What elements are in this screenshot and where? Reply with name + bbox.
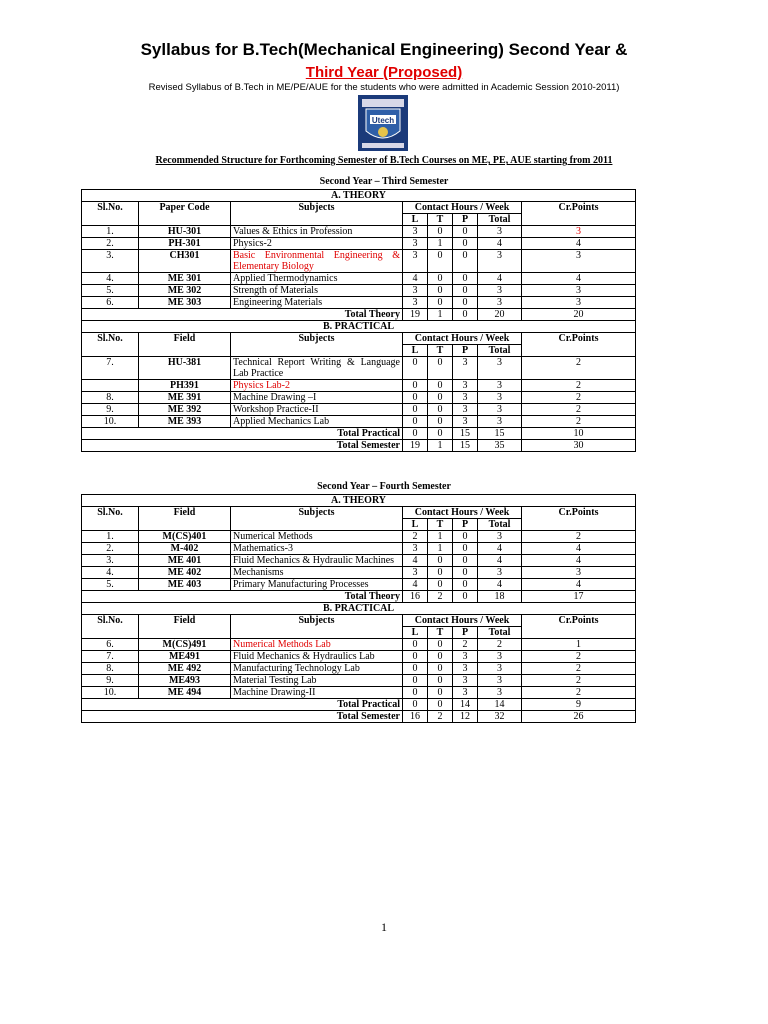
row-credit: 4	[522, 273, 636, 285]
row-code: ME 391	[139, 392, 231, 404]
total-row	[82, 428, 636, 440]
table-row	[82, 651, 636, 663]
row-code: ME 494	[139, 687, 231, 699]
col-header-slno: Sl.No.	[82, 615, 139, 639]
row-subject: Primary Manufacturing Processes	[231, 579, 403, 591]
row-code: ME 301	[139, 273, 231, 285]
col-header-slno: Sl.No.	[82, 333, 139, 357]
row-total: 4	[478, 555, 522, 567]
row-slno: 3.	[82, 250, 139, 273]
row-slno: 2.	[82, 238, 139, 250]
row-credit: 2	[522, 651, 636, 663]
theory-heading-row	[82, 495, 636, 507]
row-l: 0	[403, 357, 428, 380]
col-header-subjects: Subjects	[231, 333, 403, 357]
subcol-header-l: L	[403, 519, 428, 531]
subcol-header-p: P	[453, 345, 478, 357]
col-header-code: Paper Code	[139, 202, 231, 226]
row-t: 1	[428, 543, 453, 555]
row-t: 0	[428, 404, 453, 416]
row-p: 0	[453, 285, 478, 297]
row-credit: 2	[522, 687, 636, 699]
total-label: Total Theory	[82, 591, 403, 603]
row-slno: 6.	[82, 639, 139, 651]
row-p: 2	[453, 639, 478, 651]
total-p: 15	[453, 428, 478, 440]
row-l: 2	[403, 531, 428, 543]
row-t: 0	[428, 297, 453, 309]
subcol-header-p: P	[453, 627, 478, 639]
row-subject: Technical Report Writing & Language Lab Practice	[231, 357, 403, 380]
row-total: 3	[478, 416, 522, 428]
row-t: 0	[428, 416, 453, 428]
row-subject: Applied Mechanics Lab	[231, 416, 403, 428]
total-t: 2	[428, 591, 453, 603]
table-row	[82, 567, 636, 579]
row-l: 0	[403, 675, 428, 687]
row-t: 0	[428, 285, 453, 297]
total-row	[82, 699, 636, 711]
row-credit: 3	[522, 297, 636, 309]
row-l: 4	[403, 579, 428, 591]
total-total: 14	[478, 699, 522, 711]
row-slno: 3.	[82, 555, 139, 567]
row-t: 0	[428, 675, 453, 687]
table-row	[82, 555, 636, 567]
row-subject: Fluid Mechanics & Hydraulic Machines	[231, 555, 403, 567]
row-total: 3	[478, 567, 522, 579]
total-row	[82, 591, 636, 603]
table-row	[82, 250, 636, 273]
row-p: 3	[453, 687, 478, 699]
row-t: 0	[428, 392, 453, 404]
row-credit: 2	[522, 357, 636, 380]
total-t: 2	[428, 711, 453, 723]
row-subject: Engineering Materials	[231, 297, 403, 309]
total-credit: 9	[522, 699, 636, 711]
column-header-row	[82, 333, 636, 345]
row-slno: 10.	[82, 416, 139, 428]
col-header-credit-points: Cr.Points	[522, 202, 636, 226]
col-header-subjects: Subjects	[231, 202, 403, 226]
table-row	[82, 226, 636, 238]
row-code: ME 401	[139, 555, 231, 567]
total-label: Total Semester	[82, 440, 403, 452]
row-total: 4	[478, 543, 522, 555]
col-header-code: Field	[139, 615, 231, 639]
row-slno	[82, 380, 139, 392]
row-p: 3	[453, 651, 478, 663]
subcol-header-t: T	[428, 519, 453, 531]
row-total: 3	[478, 404, 522, 416]
column-header-row	[82, 507, 636, 519]
subcol-header-total: Total	[478, 627, 522, 639]
row-subject: Fluid Mechanics & Hydraulics Lab	[231, 651, 403, 663]
row-total: 2	[478, 639, 522, 651]
row-t: 0	[428, 555, 453, 567]
row-code: ME 303	[139, 297, 231, 309]
row-total: 3	[478, 285, 522, 297]
col-header-credit-points: Cr.Points	[522, 615, 636, 639]
total-l: 16	[403, 591, 428, 603]
row-subject: Values & Ethics in Profession	[231, 226, 403, 238]
col-header-slno: Sl.No.	[82, 507, 139, 531]
table-row	[82, 404, 636, 416]
section-heading: A. THEORY	[82, 495, 636, 507]
total-label: Total Semester	[82, 711, 403, 723]
page-number: 1	[381, 920, 387, 934]
subcol-header-total: Total	[478, 519, 522, 531]
row-code: PH391	[139, 380, 231, 392]
table-row	[82, 273, 636, 285]
practical-heading-row	[82, 603, 636, 615]
row-credit: 3	[522, 285, 636, 297]
row-p: 3	[453, 416, 478, 428]
subcol-header-l: L	[403, 627, 428, 639]
table-row	[82, 675, 636, 687]
row-total: 3	[478, 675, 522, 687]
row-p: 0	[453, 543, 478, 555]
row-subject: Mechanisms	[231, 567, 403, 579]
total-p: 12	[453, 711, 478, 723]
row-total: 3	[478, 297, 522, 309]
total-credit: 10	[522, 428, 636, 440]
row-total: 4	[478, 238, 522, 250]
total-t: 0	[428, 699, 453, 711]
third-semester-title: Second Year – Third Semester	[319, 176, 449, 187]
university-logo	[352, 95, 414, 151]
total-row	[82, 309, 636, 321]
row-subject: Machine Drawing –I	[231, 392, 403, 404]
recommended-structure-heading: Recommended Structure for Forthcoming Semester of B.Tech Courses on ME, PE, AUE starting from 2011	[155, 155, 613, 166]
row-p: 0	[453, 555, 478, 567]
row-slno: 10.	[82, 687, 139, 699]
total-total: 18	[478, 591, 522, 603]
row-subject: Workshop Practice-II	[231, 404, 403, 416]
row-l: 0	[403, 404, 428, 416]
row-credit: 3	[522, 567, 636, 579]
row-t: 1	[428, 238, 453, 250]
row-subject: Physics-2	[231, 238, 403, 250]
row-code: PH-301	[139, 238, 231, 250]
col-header-code: Field	[139, 333, 231, 357]
row-p: 3	[453, 675, 478, 687]
subcol-header-total: Total	[478, 345, 522, 357]
row-p: 0	[453, 297, 478, 309]
row-slno: 1.	[82, 531, 139, 543]
row-p: 0	[453, 273, 478, 285]
total-label: Total Practical	[82, 428, 403, 440]
document-subtitle: Third Year (Proposed)	[305, 64, 463, 81]
table-row	[82, 579, 636, 591]
total-t: 1	[428, 440, 453, 452]
row-t: 0	[428, 380, 453, 392]
col-header-subjects: Subjects	[231, 615, 403, 639]
row-p: 0	[453, 250, 478, 273]
row-total: 3	[478, 380, 522, 392]
col-header-credit-points: Cr.Points	[522, 333, 636, 357]
row-t: 1	[428, 531, 453, 543]
table-row	[82, 297, 636, 309]
col-header-contact-hours: Contact Hours / Week	[403, 202, 522, 214]
row-credit: 2	[522, 392, 636, 404]
row-p: 0	[453, 226, 478, 238]
row-p: 3	[453, 357, 478, 380]
table-row	[82, 238, 636, 250]
row-code: ME 403	[139, 579, 231, 591]
row-code: ME 492	[139, 663, 231, 675]
row-l: 3	[403, 297, 428, 309]
row-total: 4	[478, 579, 522, 591]
row-code: ME 402	[139, 567, 231, 579]
table-row	[82, 357, 636, 380]
row-code: M(CS)491	[139, 639, 231, 651]
svg-text:Utech: Utech	[371, 116, 395, 125]
row-code: HU-381	[139, 357, 231, 380]
row-slno: 2.	[82, 543, 139, 555]
row-code: ME 302	[139, 285, 231, 297]
row-credit: 3	[522, 226, 636, 238]
row-p: 3	[453, 663, 478, 675]
table-row	[82, 531, 636, 543]
table-row	[82, 392, 636, 404]
row-credit: 1	[522, 639, 636, 651]
table-row	[82, 663, 636, 675]
row-total: 4	[478, 273, 522, 285]
row-l: 0	[403, 663, 428, 675]
row-total: 3	[478, 531, 522, 543]
total-l: 19	[403, 309, 428, 321]
total-credit: 30	[522, 440, 636, 452]
total-label: Total Theory	[82, 309, 403, 321]
total-p: 0	[453, 591, 478, 603]
row-t: 0	[428, 226, 453, 238]
row-credit: 2	[522, 404, 636, 416]
row-total: 3	[478, 392, 522, 404]
row-subject: Manufacturing Technology Lab	[231, 663, 403, 675]
col-header-contact-hours: Contact Hours / Week	[403, 333, 522, 345]
row-l: 0	[403, 687, 428, 699]
subcol-header-t: T	[428, 345, 453, 357]
row-l: 4	[403, 555, 428, 567]
row-l: 3	[403, 285, 428, 297]
row-t: 0	[428, 687, 453, 699]
row-code: CH301	[139, 250, 231, 273]
semester-total-row	[82, 711, 636, 723]
row-credit: 4	[522, 579, 636, 591]
col-header-credit-points: Cr.Points	[522, 507, 636, 531]
row-slno: 9.	[82, 404, 139, 416]
table-row	[82, 543, 636, 555]
total-l: 0	[403, 428, 428, 440]
row-slno: 6.	[82, 297, 139, 309]
row-l: 3	[403, 238, 428, 250]
table-row	[82, 285, 636, 297]
revised-note: Revised Syllabus of B.Tech in ME/PE/AUE for the students who were admitted in Academic Session 2010-2011)	[148, 82, 620, 93]
total-total: 15	[478, 428, 522, 440]
row-code: ME491	[139, 651, 231, 663]
section-heading: B. PRACTICAL	[82, 321, 636, 333]
subcol-header-p: P	[453, 214, 478, 226]
row-credit: 4	[522, 543, 636, 555]
subcol-header-l: L	[403, 214, 428, 226]
row-t: 0	[428, 567, 453, 579]
total-total: 35	[478, 440, 522, 452]
row-p: 3	[453, 404, 478, 416]
total-t: 1	[428, 309, 453, 321]
row-t: 0	[428, 250, 453, 273]
table-row	[82, 380, 636, 392]
row-subject: Machine Drawing-II	[231, 687, 403, 699]
table-row	[82, 639, 636, 651]
fourth-semester-title: Second Year – Fourth Semester	[317, 481, 451, 492]
column-header-row	[82, 615, 636, 627]
row-subject: Basic Environmental Engineering & Elementary Biology	[231, 250, 403, 273]
subcol-header-t: T	[428, 214, 453, 226]
row-total: 3	[478, 250, 522, 273]
row-code: M(CS)401	[139, 531, 231, 543]
total-p: 15	[453, 440, 478, 452]
fourth-semester-table	[81, 494, 636, 723]
row-t: 0	[428, 357, 453, 380]
document-title: Syllabus for B.Tech(Mechanical Engineering) Second Year &	[140, 40, 628, 59]
row-l: 0	[403, 639, 428, 651]
table-row	[82, 687, 636, 699]
semester-total-row	[82, 440, 636, 452]
row-credit: 2	[522, 416, 636, 428]
row-t: 0	[428, 273, 453, 285]
row-slno: 4.	[82, 273, 139, 285]
total-total: 32	[478, 711, 522, 723]
row-l: 4	[403, 273, 428, 285]
row-l: 3	[403, 226, 428, 238]
row-slno: 1.	[82, 226, 139, 238]
col-header-code: Field	[139, 507, 231, 531]
row-p: 3	[453, 392, 478, 404]
col-header-contact-hours: Contact Hours / Week	[403, 615, 522, 627]
column-header-row	[82, 202, 636, 214]
total-p: 14	[453, 699, 478, 711]
row-l: 0	[403, 380, 428, 392]
row-l: 3	[403, 567, 428, 579]
row-credit: 3	[522, 250, 636, 273]
total-credit: 26	[522, 711, 636, 723]
row-slno: 5.	[82, 579, 139, 591]
subcol-header-p: P	[453, 519, 478, 531]
total-credit: 17	[522, 591, 636, 603]
row-total: 3	[478, 687, 522, 699]
third-semester-table	[81, 189, 636, 452]
row-subject: Mathematics-3	[231, 543, 403, 555]
row-p: 3	[453, 380, 478, 392]
row-l: 0	[403, 651, 428, 663]
total-total: 20	[478, 309, 522, 321]
row-total: 3	[478, 663, 522, 675]
col-header-subjects: Subjects	[231, 507, 403, 531]
total-label: Total Practical	[82, 699, 403, 711]
total-p: 0	[453, 309, 478, 321]
col-header-slno: Sl.No.	[82, 202, 139, 226]
row-code: ME 393	[139, 416, 231, 428]
total-l: 19	[403, 440, 428, 452]
row-slno: 8.	[82, 392, 139, 404]
row-t: 0	[428, 639, 453, 651]
table-row	[82, 416, 636, 428]
row-p: 0	[453, 238, 478, 250]
row-code: M-402	[139, 543, 231, 555]
row-credit: 2	[522, 663, 636, 675]
row-subject: Applied Thermodynamics	[231, 273, 403, 285]
total-t: 0	[428, 428, 453, 440]
total-credit: 20	[522, 309, 636, 321]
row-code: ME493	[139, 675, 231, 687]
row-total: 3	[478, 357, 522, 380]
subcol-header-total: Total	[478, 214, 522, 226]
section-heading: B. PRACTICAL	[82, 603, 636, 615]
row-total: 3	[478, 226, 522, 238]
row-t: 0	[428, 663, 453, 675]
subcol-header-l: L	[403, 345, 428, 357]
row-subject: Material Testing Lab	[231, 675, 403, 687]
row-slno: 7.	[82, 651, 139, 663]
row-slno: 7.	[82, 357, 139, 380]
total-l: 16	[403, 711, 428, 723]
row-slno: 8.	[82, 663, 139, 675]
col-header-contact-hours: Contact Hours / Week	[403, 507, 522, 519]
row-l: 3	[403, 250, 428, 273]
theory-heading-row	[82, 190, 636, 202]
row-subject: Numerical Methods Lab	[231, 639, 403, 651]
row-code: HU-301	[139, 226, 231, 238]
subcol-header-t: T	[428, 627, 453, 639]
row-credit: 4	[522, 238, 636, 250]
row-slno: 5.	[82, 285, 139, 297]
row-total: 3	[478, 651, 522, 663]
row-t: 0	[428, 651, 453, 663]
section-heading: A. THEORY	[82, 190, 636, 202]
row-p: 0	[453, 531, 478, 543]
row-code: ME 392	[139, 404, 231, 416]
row-subject: Numerical Methods	[231, 531, 403, 543]
row-t: 0	[428, 579, 453, 591]
row-slno: 9.	[82, 675, 139, 687]
row-p: 0	[453, 579, 478, 591]
row-l: 0	[403, 392, 428, 404]
row-credit: 2	[522, 380, 636, 392]
row-p: 0	[453, 567, 478, 579]
row-credit: 2	[522, 675, 636, 687]
row-credit: 2	[522, 531, 636, 543]
total-l: 0	[403, 699, 428, 711]
row-credit: 4	[522, 555, 636, 567]
row-l: 3	[403, 543, 428, 555]
row-subject: Strength of Materials	[231, 285, 403, 297]
row-slno: 4.	[82, 567, 139, 579]
practical-heading-row	[82, 321, 636, 333]
row-subject: Physics Lab-2	[231, 380, 403, 392]
row-l: 0	[403, 416, 428, 428]
